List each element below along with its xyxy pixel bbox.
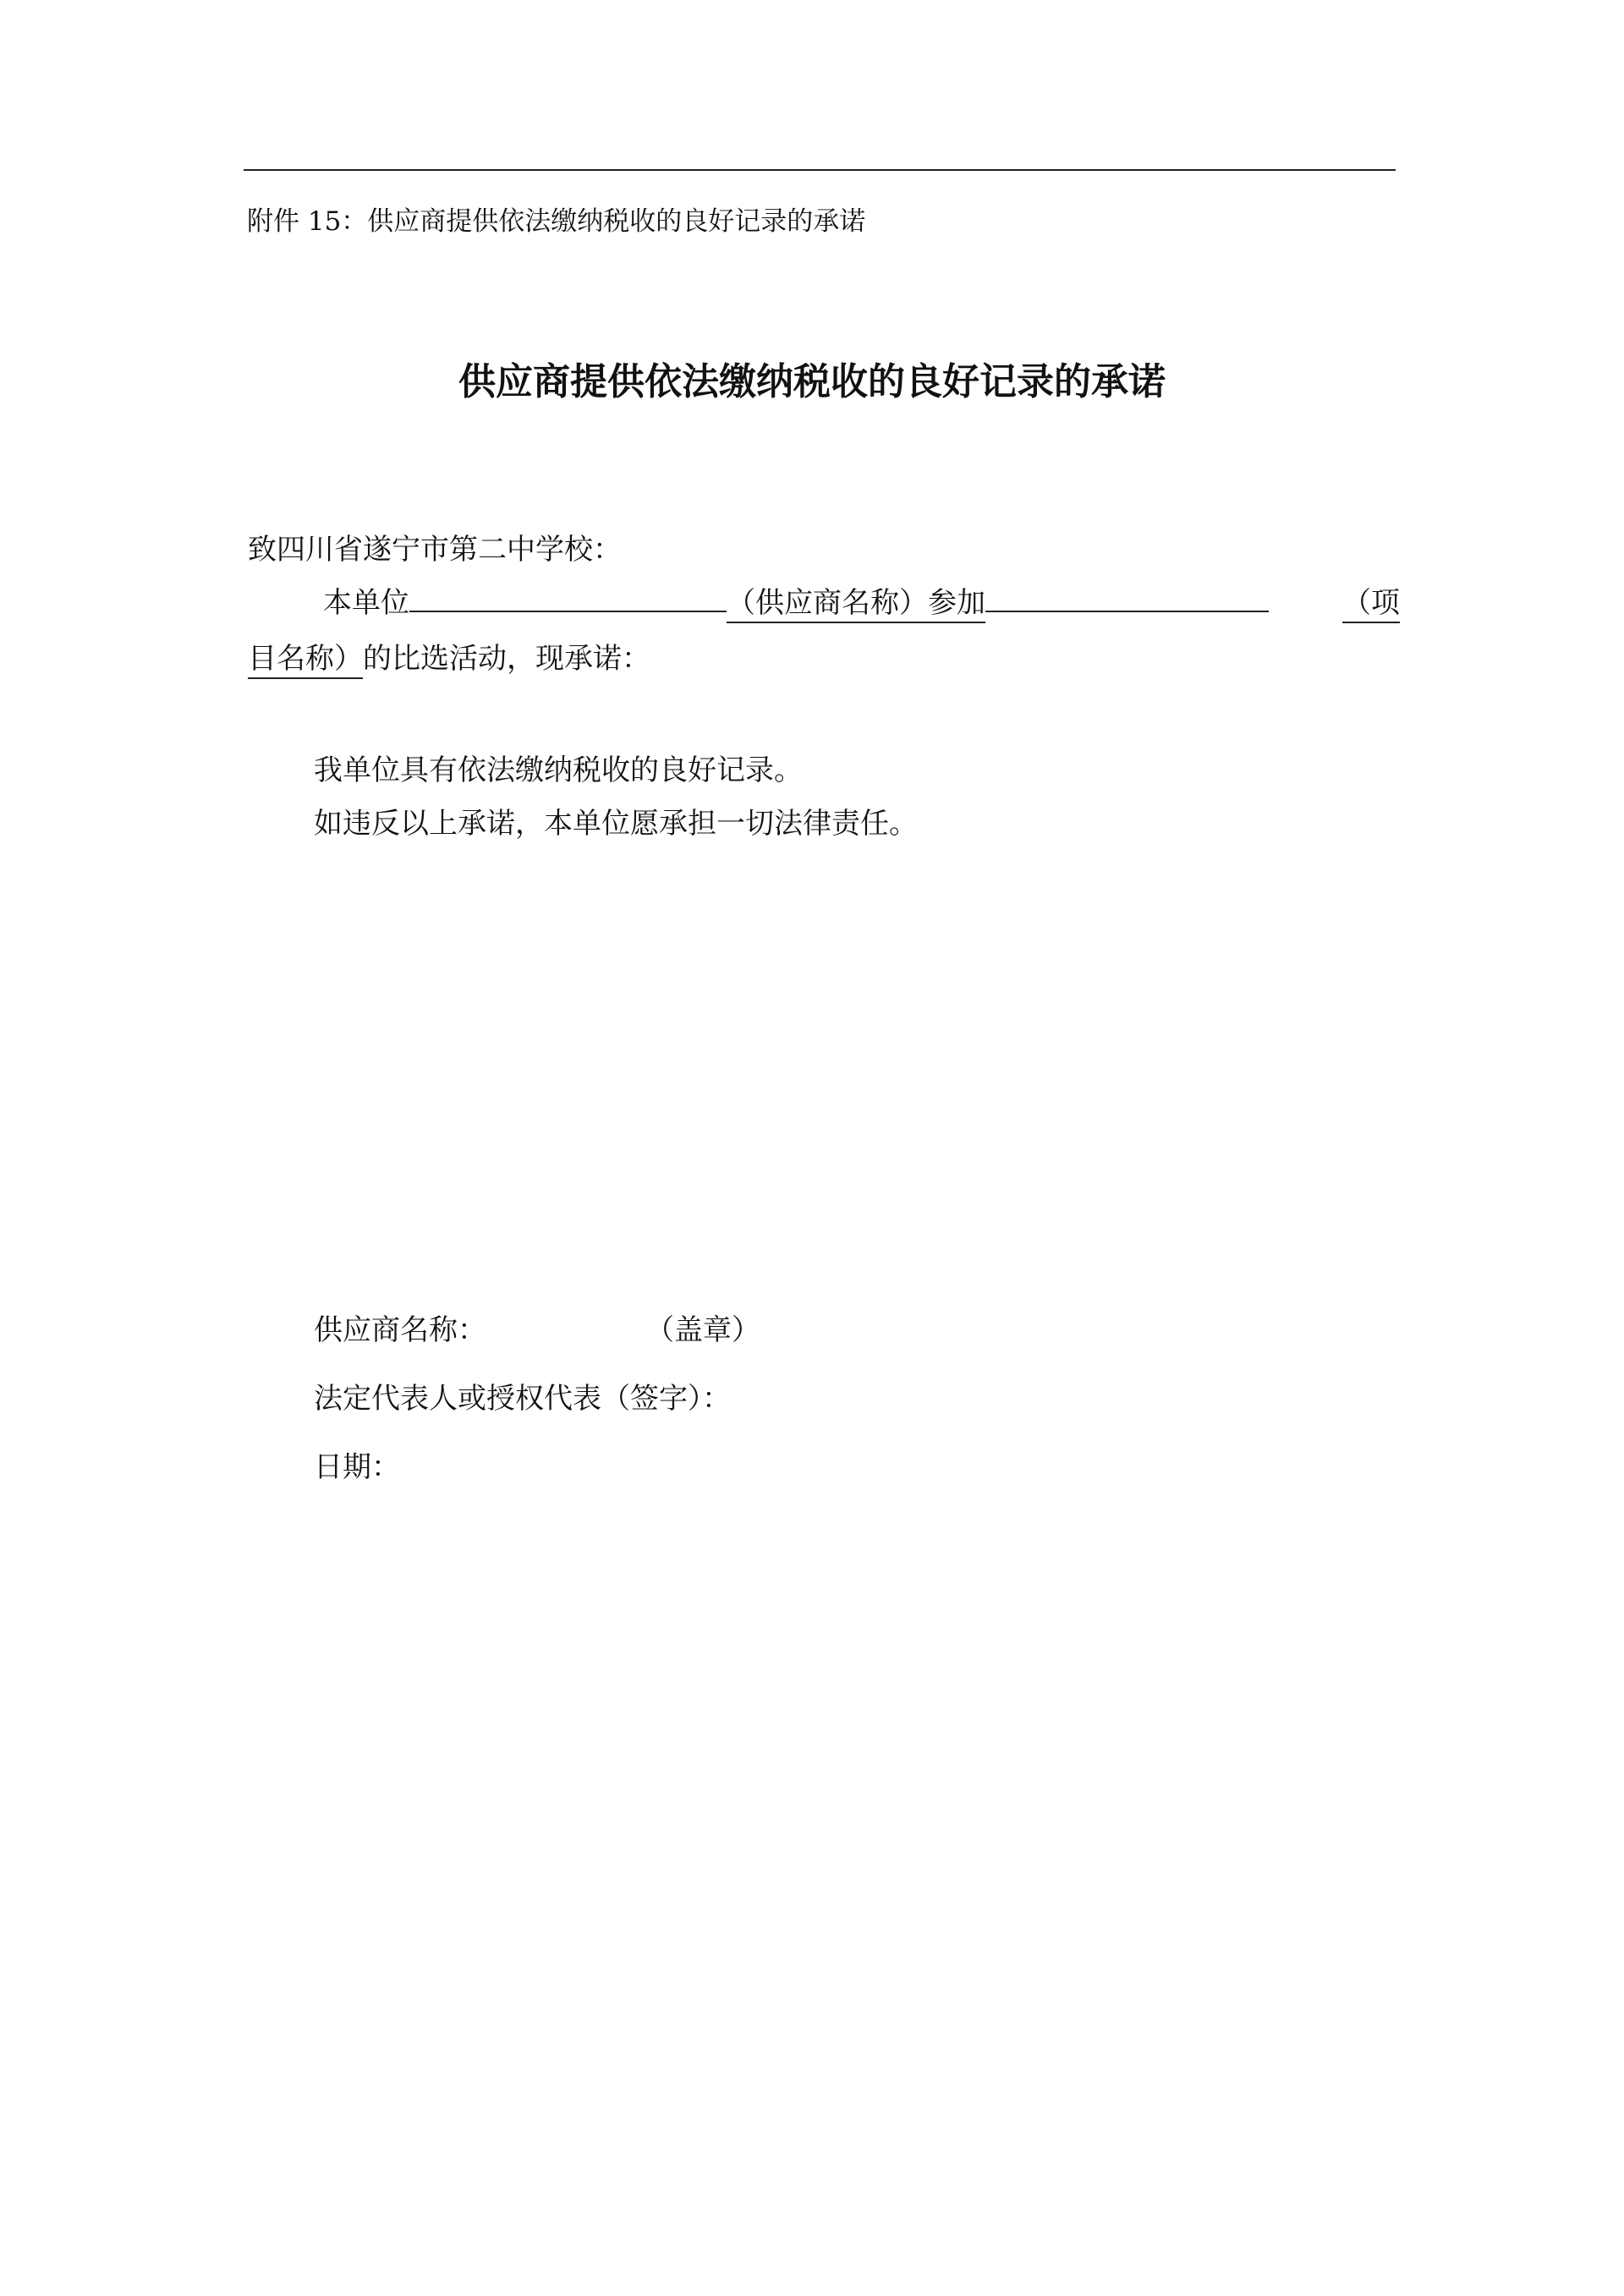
representative-label: 法定代表人或授权代表（签字）：: [314, 1382, 731, 1416]
promise-item: 我单位具有依法缴纳税收的良好记录。: [314, 753, 803, 787]
commitment-line-2: [248, 642, 650, 676]
project-name-blank: [985, 610, 1269, 612]
commitment-line-1: [323, 586, 1269, 620]
seal-label: （盖章）: [645, 1313, 760, 1347]
project-name-close: 目名称）: [248, 642, 363, 679]
commitment-suffix: 的比选活动，现承诺：: [363, 642, 650, 676]
supplier-name-blank: [409, 610, 727, 612]
document-title: 供应商提供依法缴纳税收的良好记录的承诺: [458, 360, 1166, 403]
project-open: （项: [1342, 589, 1400, 617]
supplier-name-label: 供应商名称：: [314, 1313, 486, 1347]
promise-item: 如违反以上承诺，本单位愿承担一切法律责任。: [314, 807, 918, 841]
header-rule: [244, 169, 1396, 171]
supplier-name-placeholder: （供应商名称）参加: [727, 586, 985, 623]
attachment-label: 附件 15：供应商提供依法缴纳税收的良好记录的承诺: [247, 206, 866, 237]
commitment-prefix: 本单位: [323, 586, 409, 620]
addressee: 致四川省遂宁市第二中学校：: [248, 533, 622, 567]
date-label: 日期：: [314, 1450, 400, 1484]
